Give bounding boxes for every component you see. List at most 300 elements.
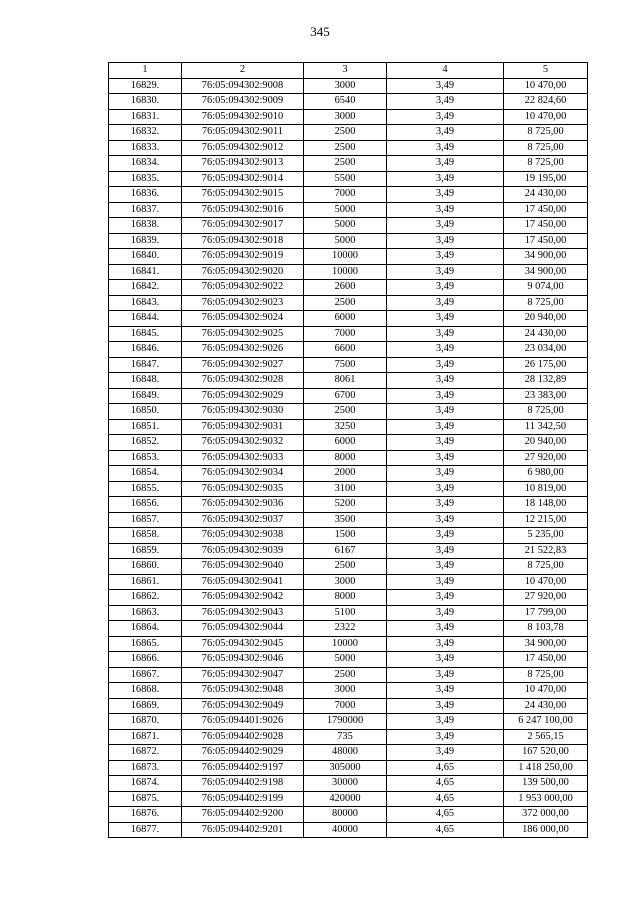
rate-cell: 3,49 — [387, 590, 504, 606]
amount-cell: 34 900,00 — [504, 636, 588, 652]
rate-cell: 4,65 — [387, 807, 504, 823]
rate-cell: 3,49 — [387, 171, 504, 187]
rate-cell: 3,49 — [387, 388, 504, 404]
table-row — [109, 528, 588, 544]
row-number-cell: 16854. — [109, 466, 182, 482]
row-number-cell: 16837. — [109, 202, 182, 218]
cadastral-number-cell: 76:05:094302:9041 — [182, 574, 304, 590]
amount-cell: 18 148,00 — [504, 497, 588, 513]
cadastral-number-cell: 76:05:094402:9199 — [182, 791, 304, 807]
rate-cell: 3,49 — [387, 574, 504, 590]
rate-cell: 3,49 — [387, 311, 504, 327]
area-cell: 3500 — [304, 512, 387, 528]
cadastral-number-cell: 76:05:094302:9022 — [182, 280, 304, 296]
rate-cell: 3,49 — [387, 683, 504, 699]
row-number-cell: 16843. — [109, 295, 182, 311]
rate-cell: 3,49 — [387, 714, 504, 730]
table-row — [109, 776, 588, 792]
table-row — [109, 202, 588, 218]
table-row — [109, 652, 588, 668]
row-number-cell: 16849. — [109, 388, 182, 404]
data-table — [108, 62, 588, 838]
cadastral-number-cell: 76:05:094302:9011 — [182, 125, 304, 141]
table-row — [109, 218, 588, 234]
row-number-cell: 16865. — [109, 636, 182, 652]
rate-cell: 3,49 — [387, 481, 504, 497]
amount-cell: 11 342,50 — [504, 419, 588, 435]
page-number: 345 — [310, 24, 330, 39]
amount-cell: 2 565,15 — [504, 729, 588, 745]
header-cell: 5 — [504, 63, 588, 79]
cadastral-number-cell: 76:05:094302:9047 — [182, 667, 304, 683]
header-row — [109, 63, 588, 79]
amount-cell: 23 034,00 — [504, 342, 588, 358]
row-number-cell: 16840. — [109, 249, 182, 265]
row-number-cell: 16833. — [109, 140, 182, 156]
cadastral-number-cell: 76:05:094402:9201 — [182, 822, 304, 838]
amount-cell: 20 940,00 — [504, 311, 588, 327]
area-cell: 7000 — [304, 698, 387, 714]
header-cell: 2 — [182, 63, 304, 79]
amount-cell: 34 900,00 — [504, 249, 588, 265]
table-row — [109, 667, 588, 683]
cadastral-number-cell: 76:05:094302:9013 — [182, 156, 304, 172]
table-row — [109, 264, 588, 280]
cadastral-number-cell: 76:05:094302:9048 — [182, 683, 304, 699]
rate-cell: 3,49 — [387, 543, 504, 559]
amount-cell: 10 470,00 — [504, 683, 588, 699]
rate-cell: 3,49 — [387, 326, 504, 342]
area-cell: 6167 — [304, 543, 387, 559]
row-number-cell: 16875. — [109, 791, 182, 807]
row-number-cell: 16859. — [109, 543, 182, 559]
area-cell: 2000 — [304, 466, 387, 482]
cadastral-number-cell: 76:05:094302:9008 — [182, 78, 304, 94]
row-number-cell: 16848. — [109, 373, 182, 389]
cadastral-number-cell: 76:05:094302:9026 — [182, 342, 304, 358]
area-cell: 3250 — [304, 419, 387, 435]
amount-cell: 17 450,00 — [504, 218, 588, 234]
table-row — [109, 559, 588, 575]
table-row — [109, 791, 588, 807]
area-cell: 10000 — [304, 264, 387, 280]
amount-cell: 10 819,00 — [504, 481, 588, 497]
cadastral-number-cell: 76:05:094302:9036 — [182, 497, 304, 513]
area-cell: 10000 — [304, 249, 387, 265]
table-row — [109, 373, 588, 389]
amount-cell: 8 725,00 — [504, 125, 588, 141]
row-number-cell: 16870. — [109, 714, 182, 730]
cadastral-number-cell: 76:05:094302:9025 — [182, 326, 304, 342]
row-number-cell: 16873. — [109, 760, 182, 776]
cadastral-number-cell: 76:05:094302:9019 — [182, 249, 304, 265]
table-row — [109, 714, 588, 730]
amount-cell: 24 430,00 — [504, 698, 588, 714]
row-number-cell: 16869. — [109, 698, 182, 714]
amount-cell: 24 430,00 — [504, 187, 588, 203]
cadastral-number-cell: 76:05:094302:9033 — [182, 450, 304, 466]
table-row — [109, 342, 588, 358]
table-row — [109, 497, 588, 513]
area-cell: 2500 — [304, 140, 387, 156]
area-cell: 8000 — [304, 450, 387, 466]
amount-cell: 10 470,00 — [504, 78, 588, 94]
rate-cell: 3,49 — [387, 667, 504, 683]
table-row — [109, 450, 588, 466]
cadastral-number-cell: 76:05:094402:9029 — [182, 745, 304, 761]
table-row — [109, 233, 588, 249]
cadastral-number-cell: 76:05:094302:9014 — [182, 171, 304, 187]
amount-cell: 27 920,00 — [504, 590, 588, 606]
rate-cell: 4,65 — [387, 760, 504, 776]
rate-cell: 3,49 — [387, 295, 504, 311]
amount-cell: 8 725,00 — [504, 667, 588, 683]
rate-cell: 3,49 — [387, 419, 504, 435]
row-number-cell: 16845. — [109, 326, 182, 342]
table-row — [109, 125, 588, 141]
area-cell: 420000 — [304, 791, 387, 807]
amount-cell: 17 799,00 — [504, 605, 588, 621]
rate-cell: 3,49 — [387, 450, 504, 466]
rate-cell: 3,49 — [387, 698, 504, 714]
row-number-cell: 16851. — [109, 419, 182, 435]
rate-cell: 3,49 — [387, 404, 504, 420]
cadastral-number-cell: 76:05:094302:9039 — [182, 543, 304, 559]
row-number-cell: 16853. — [109, 450, 182, 466]
cadastral-number-cell: 76:05:094302:9042 — [182, 590, 304, 606]
row-number-cell: 16861. — [109, 574, 182, 590]
table-row — [109, 357, 588, 373]
amount-cell: 8 103,78 — [504, 621, 588, 637]
row-number-cell: 16844. — [109, 311, 182, 327]
row-number-cell: 16874. — [109, 776, 182, 792]
row-number-cell: 16876. — [109, 807, 182, 823]
table-row — [109, 683, 588, 699]
area-cell: 6000 — [304, 435, 387, 451]
row-number-cell: 16838. — [109, 218, 182, 234]
cadastral-number-cell: 76:05:094302:9028 — [182, 373, 304, 389]
area-cell: 2600 — [304, 280, 387, 296]
amount-cell: 1 418 250,00 — [504, 760, 588, 776]
row-number-cell: 16857. — [109, 512, 182, 528]
area-cell: 40000 — [304, 822, 387, 838]
row-number-cell: 16860. — [109, 559, 182, 575]
cadastral-number-cell: 76:05:094402:9198 — [182, 776, 304, 792]
row-number-cell: 16877. — [109, 822, 182, 838]
table-row — [109, 745, 588, 761]
area-cell: 5100 — [304, 605, 387, 621]
row-number-cell: 16832. — [109, 125, 182, 141]
row-number-cell: 16852. — [109, 435, 182, 451]
row-number-cell: 16864. — [109, 621, 182, 637]
amount-cell: 27 920,00 — [504, 450, 588, 466]
cadastral-number-cell: 76:05:094302:9016 — [182, 202, 304, 218]
table-row — [109, 326, 588, 342]
cadastral-number-cell: 76:05:094402:9028 — [182, 729, 304, 745]
cadastral-number-cell: 76:05:094302:9040 — [182, 559, 304, 575]
amount-cell: 372 000,00 — [504, 807, 588, 823]
amount-cell: 28 132,89 — [504, 373, 588, 389]
amount-cell: 24 430,00 — [504, 326, 588, 342]
header-cell: 3 — [304, 63, 387, 79]
row-number-cell: 16863. — [109, 605, 182, 621]
table-row — [109, 590, 588, 606]
area-cell: 10000 — [304, 636, 387, 652]
amount-cell: 19 195,00 — [504, 171, 588, 187]
cadastral-number-cell: 76:05:094302:9034 — [182, 466, 304, 482]
area-cell: 6000 — [304, 311, 387, 327]
table-row — [109, 698, 588, 714]
area-cell: 6700 — [304, 388, 387, 404]
table-row — [109, 156, 588, 172]
amount-cell: 17 450,00 — [504, 652, 588, 668]
table-row — [109, 171, 588, 187]
rate-cell: 3,49 — [387, 187, 504, 203]
area-cell: 8061 — [304, 373, 387, 389]
area-cell: 3000 — [304, 683, 387, 699]
area-cell: 30000 — [304, 776, 387, 792]
cadastral-number-cell: 76:05:094302:9017 — [182, 218, 304, 234]
table-row — [109, 404, 588, 420]
cadastral-number-cell: 76:05:094302:9010 — [182, 109, 304, 125]
cadastral-number-cell: 76:05:094302:9018 — [182, 233, 304, 249]
table-row — [109, 636, 588, 652]
area-cell: 2500 — [304, 667, 387, 683]
rate-cell: 3,49 — [387, 559, 504, 575]
row-number-cell: 16834. — [109, 156, 182, 172]
amount-cell: 6 247 100,00 — [504, 714, 588, 730]
row-number-cell: 16830. — [109, 94, 182, 110]
row-number-cell: 16858. — [109, 528, 182, 544]
area-cell: 2500 — [304, 295, 387, 311]
cadastral-number-cell: 76:05:094302:9049 — [182, 698, 304, 714]
row-number-cell: 16829. — [109, 78, 182, 94]
area-cell: 2500 — [304, 156, 387, 172]
table-row — [109, 729, 588, 745]
table-body — [109, 78, 588, 838]
rate-cell: 3,49 — [387, 109, 504, 125]
rate-cell: 3,49 — [387, 202, 504, 218]
row-number-cell: 16835. — [109, 171, 182, 187]
cadastral-number-cell: 76:05:094302:9020 — [182, 264, 304, 280]
amount-cell: 34 900,00 — [504, 264, 588, 280]
table-row — [109, 543, 588, 559]
table-row — [109, 419, 588, 435]
amount-cell: 21 522,83 — [504, 543, 588, 559]
rate-cell: 3,49 — [387, 729, 504, 745]
area-cell: 6600 — [304, 342, 387, 358]
cadastral-number-cell: 76:05:094302:9038 — [182, 528, 304, 544]
cadastral-number-cell: 76:05:094302:9030 — [182, 404, 304, 420]
rate-cell: 3,49 — [387, 218, 504, 234]
table-row — [109, 388, 588, 404]
rate-cell: 3,49 — [387, 264, 504, 280]
cadastral-number-cell: 76:05:094302:9045 — [182, 636, 304, 652]
rate-cell: 3,49 — [387, 745, 504, 761]
cadastral-number-cell: 76:05:094402:9200 — [182, 807, 304, 823]
rate-cell: 3,49 — [387, 140, 504, 156]
amount-cell: 17 450,00 — [504, 202, 588, 218]
area-cell: 305000 — [304, 760, 387, 776]
rate-cell: 3,49 — [387, 497, 504, 513]
header-cell: 4 — [387, 63, 504, 79]
cadastral-number-cell: 76:05:094302:9043 — [182, 605, 304, 621]
amount-cell: 10 470,00 — [504, 574, 588, 590]
amount-cell: 8 725,00 — [504, 140, 588, 156]
cadastral-number-cell: 76:05:094302:9024 — [182, 311, 304, 327]
cadastral-number-cell: 76:05:094402:9197 — [182, 760, 304, 776]
table-row — [109, 807, 588, 823]
cadastral-number-cell: 76:05:094302:9044 — [182, 621, 304, 637]
rate-cell: 3,49 — [387, 156, 504, 172]
amount-cell: 12 215,00 — [504, 512, 588, 528]
area-cell: 7500 — [304, 357, 387, 373]
cadastral-number-cell: 76:05:094302:9027 — [182, 357, 304, 373]
rate-cell: 3,49 — [387, 78, 504, 94]
cadastral-number-cell: 76:05:094302:9029 — [182, 388, 304, 404]
area-cell: 2500 — [304, 404, 387, 420]
amount-cell: 186 000,00 — [504, 822, 588, 838]
table-row — [109, 311, 588, 327]
rate-cell: 4,65 — [387, 791, 504, 807]
row-number-cell: 16871. — [109, 729, 182, 745]
rate-cell: 3,49 — [387, 249, 504, 265]
area-cell: 2322 — [304, 621, 387, 637]
amount-cell: 26 175,00 — [504, 357, 588, 373]
rate-cell: 3,49 — [387, 621, 504, 637]
row-number-cell: 16846. — [109, 342, 182, 358]
amount-cell: 9 074,00 — [504, 280, 588, 296]
amount-cell: 8 725,00 — [504, 156, 588, 172]
rate-cell: 4,65 — [387, 822, 504, 838]
table-row — [109, 574, 588, 590]
cadastral-number-cell: 76:05:094302:9037 — [182, 512, 304, 528]
amount-cell: 5 235,00 — [504, 528, 588, 544]
rate-cell: 3,49 — [387, 466, 504, 482]
row-number-cell: 16841. — [109, 264, 182, 280]
row-number-cell: 16842. — [109, 280, 182, 296]
table-row — [109, 621, 588, 637]
area-cell: 3000 — [304, 574, 387, 590]
row-number-cell: 16856. — [109, 497, 182, 513]
rate-cell: 3,49 — [387, 435, 504, 451]
table-row — [109, 295, 588, 311]
cadastral-number-cell: 76:05:094401:9026 — [182, 714, 304, 730]
table-row — [109, 466, 588, 482]
area-cell: 48000 — [304, 745, 387, 761]
area-cell: 1790000 — [304, 714, 387, 730]
rate-cell: 3,49 — [387, 652, 504, 668]
amount-cell: 139 500,00 — [504, 776, 588, 792]
cadastral-number-cell: 76:05:094302:9032 — [182, 435, 304, 451]
table-row — [109, 435, 588, 451]
area-cell: 5500 — [304, 171, 387, 187]
row-number-cell: 16847. — [109, 357, 182, 373]
cadastral-number-cell: 76:05:094302:9035 — [182, 481, 304, 497]
amount-cell: 20 940,00 — [504, 435, 588, 451]
area-cell: 5000 — [304, 218, 387, 234]
table-row — [109, 280, 588, 296]
rate-cell: 3,49 — [387, 605, 504, 621]
area-cell: 735 — [304, 729, 387, 745]
row-number-cell: 16866. — [109, 652, 182, 668]
row-number-cell: 16855. — [109, 481, 182, 497]
table-row — [109, 140, 588, 156]
rate-cell: 3,49 — [387, 512, 504, 528]
rate-cell: 4,65 — [387, 776, 504, 792]
area-cell: 5000 — [304, 233, 387, 249]
rate-cell: 3,49 — [387, 373, 504, 389]
table-row — [109, 78, 588, 94]
table-row — [109, 822, 588, 838]
amount-cell: 10 470,00 — [504, 109, 588, 125]
area-cell: 5000 — [304, 202, 387, 218]
area-cell: 5000 — [304, 652, 387, 668]
area-cell: 8000 — [304, 590, 387, 606]
rate-cell: 3,49 — [387, 342, 504, 358]
cadastral-number-cell: 76:05:094302:9015 — [182, 187, 304, 203]
area-cell: 1500 — [304, 528, 387, 544]
area-cell: 80000 — [304, 807, 387, 823]
area-cell: 3100 — [304, 481, 387, 497]
rate-cell: 3,49 — [387, 233, 504, 249]
header-cell: 1 — [109, 63, 182, 79]
row-number-cell: 16839. — [109, 233, 182, 249]
rate-cell: 3,49 — [387, 125, 504, 141]
amount-cell: 1 953 000,00 — [504, 791, 588, 807]
area-cell: 2500 — [304, 559, 387, 575]
cadastral-number-cell: 76:05:094302:9009 — [182, 94, 304, 110]
area-cell: 7000 — [304, 187, 387, 203]
rate-cell: 3,49 — [387, 357, 504, 373]
area-cell: 3000 — [304, 109, 387, 125]
table-row — [109, 760, 588, 776]
row-number-cell: 16862. — [109, 590, 182, 606]
row-number-cell: 16831. — [109, 109, 182, 125]
amount-cell: 6 980,00 — [504, 466, 588, 482]
cadastral-number-cell: 76:05:094302:9031 — [182, 419, 304, 435]
rate-cell: 3,49 — [387, 94, 504, 110]
amount-cell: 22 824,60 — [504, 94, 588, 110]
amount-cell: 23 383,00 — [504, 388, 588, 404]
row-number-cell: 16872. — [109, 745, 182, 761]
amount-cell: 8 725,00 — [504, 295, 588, 311]
area-cell: 5200 — [304, 497, 387, 513]
table-row — [109, 249, 588, 265]
cadastral-number-cell: 76:05:094302:9046 — [182, 652, 304, 668]
row-number-cell: 16850. — [109, 404, 182, 420]
rate-cell: 3,49 — [387, 280, 504, 296]
area-cell: 6540 — [304, 94, 387, 110]
row-number-cell: 16867. — [109, 667, 182, 683]
row-number-cell: 16836. — [109, 187, 182, 203]
table-header — [109, 63, 588, 79]
table-row — [109, 512, 588, 528]
area-cell: 3000 — [304, 78, 387, 94]
table-row — [109, 605, 588, 621]
table-row — [109, 94, 588, 110]
rate-cell: 3,49 — [387, 528, 504, 544]
area-cell: 7000 — [304, 326, 387, 342]
amount-cell: 167 520,00 — [504, 745, 588, 761]
amount-cell: 8 725,00 — [504, 404, 588, 420]
rate-cell: 3,49 — [387, 636, 504, 652]
table-row — [109, 109, 588, 125]
cadastral-number-cell: 76:05:094302:9012 — [182, 140, 304, 156]
cadastral-number-cell: 76:05:094302:9023 — [182, 295, 304, 311]
amount-cell: 8 725,00 — [504, 559, 588, 575]
table-row — [109, 187, 588, 203]
